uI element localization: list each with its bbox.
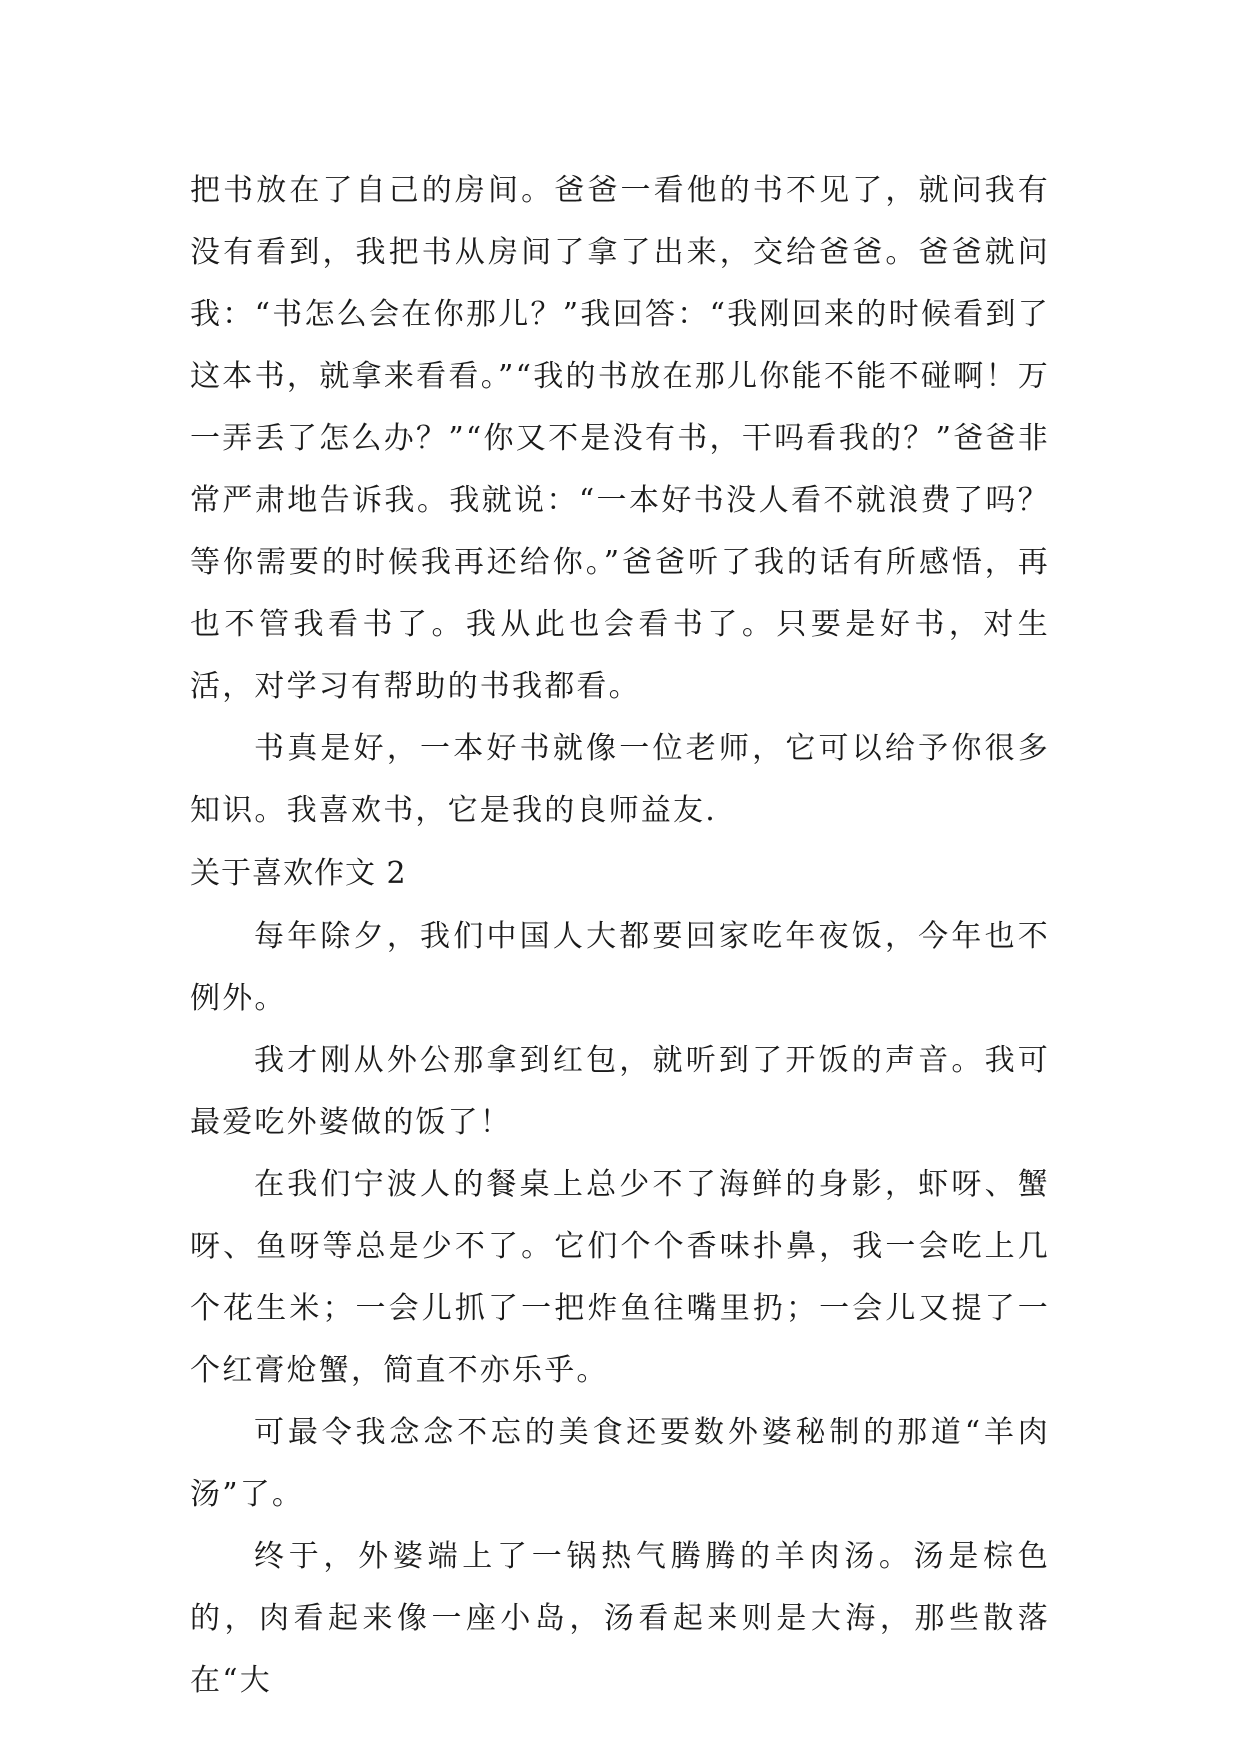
- section-heading: 关于喜欢作文 2: [190, 856, 407, 891]
- paragraph-6: 可最令我念念不忘的美食还要数外婆秘制的那道“羊肉汤”了。: [190, 1415, 1050, 1512]
- paragraph-2: 书真是好，一本好书就像一位老师，它可以给予你很多知识。我喜欢书，它是我的良师益友.: [190, 731, 1050, 828]
- paragraph-5: 在我们宁波人的餐桌上总少不了海鲜的身影，虾呀、蟹呀、鱼呀等总是少不了。它们个个香味扑鼻，我一会吃上几个花生米；一会儿抓了一把炸鱼往嘴里扔；一会儿又提了一个红膏炝蟹，简直不亦乐乎。: [190, 1167, 1050, 1388]
- paragraph-7: 终于，外婆端上了一锅热气腾腾的羊肉汤。汤是棕色的，肉看起来像一座小岛，汤看起来则是大海，那些散落在“大: [190, 1539, 1050, 1698]
- paragraph-1: 把书放在了自己的房间。爸爸一看他的书不见了，就问我有没有看到，我把书从房间了拿了出来，交给爸爸。爸爸就问我：“书怎么会在你那儿？”我回答：“我刚回来的时候看到了这本书，就拿来看看。”“我的书放在那儿你能不能不碰啊！万一弄丢了怎么办？”“你又不是没有书，干吗看我的？”爸爸非常严肃地告诉我。我就说：“一本好书没人看不就浪费了吗？等你需要的时候我再还给你。”爸爸听了我的话有所感悟，再也不管我看书了。我从此也会看书了。只要是好书，对生活，对学习有帮助的书我都看。: [190, 173, 1050, 704]
- document-body: [190, 160, 1050, 1712]
- paragraph-4: 我才刚从外公那拿到红包，就听到了开饭的声音。我可最爱吃外婆做的饭了！: [190, 1043, 1050, 1140]
- paragraph-3: 每年除夕，我们中国人大都要回家吃年夜饭，今年也不例外。: [190, 919, 1050, 1016]
